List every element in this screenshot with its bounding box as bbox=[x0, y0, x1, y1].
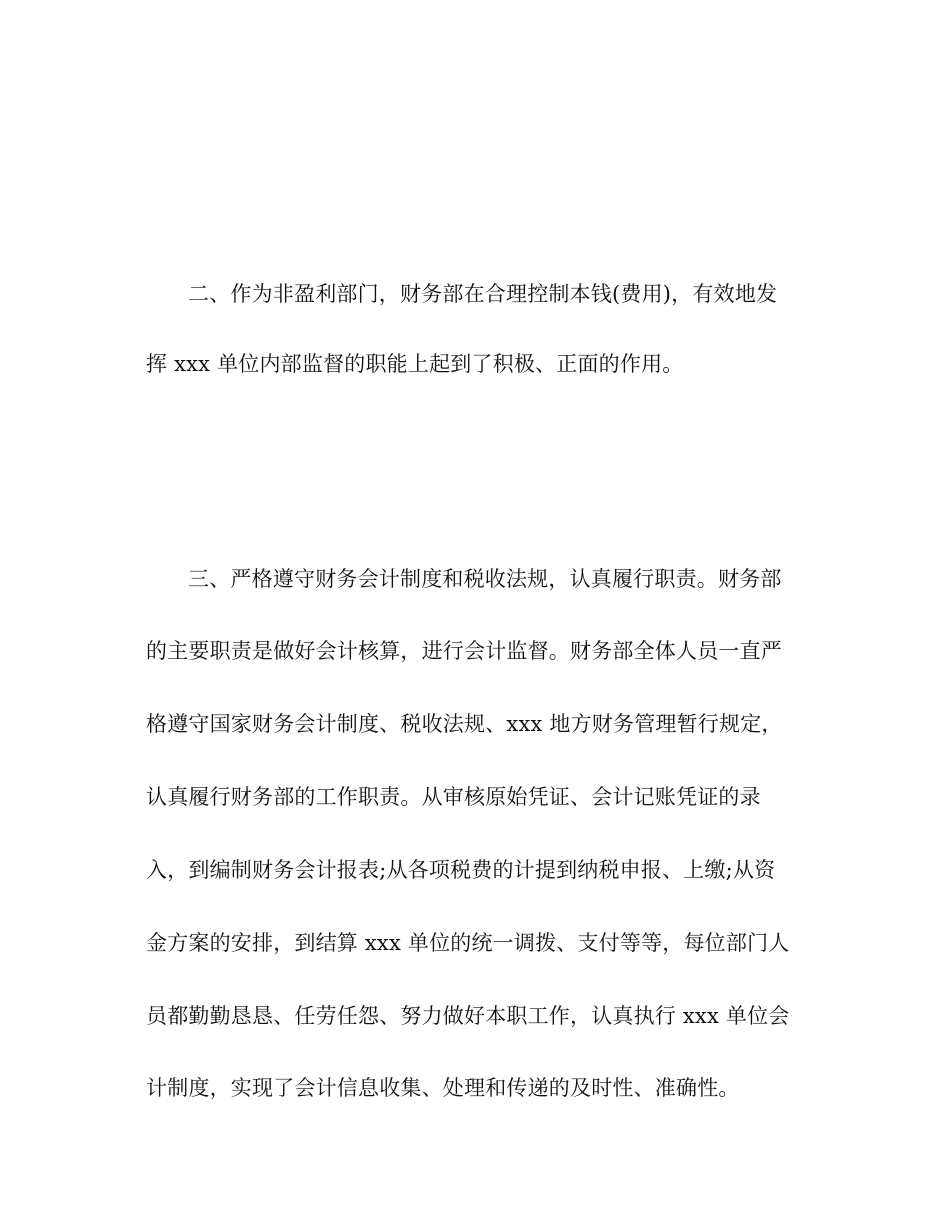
paragraph-line: 员都勤勤恳恳、任劳任怨、努力做好本职工作，认真执行 xxx 单位会 bbox=[146, 1004, 790, 1028]
paragraph-line: 格遵守国家财务会计制度、税收法规、xxx 地方财务管理暂行规定， bbox=[146, 712, 783, 736]
paragraph-line: 三、严格遵守财务会计制度和税收法规，认真履行职责。财务部 bbox=[188, 567, 782, 591]
paragraph-line: 挥 xxx 单位内部监督的职能上起到了积极、正面的作用。 bbox=[146, 352, 684, 376]
paragraph-line: 二、作为非盈利部门，财务部在合理控制本钱(费用)，有效地发 bbox=[188, 282, 778, 306]
paragraph-line: 金方案的安排，到结算 xxx 单位的统一调拨、支付等等，每位部门人 bbox=[146, 931, 790, 955]
paragraph-line: 入，到编制财务会计报表;从各项税费的计提到纳税申报、上缴;从资 bbox=[146, 858, 776, 882]
paragraph-line: 认真履行财务部的工作职责。从审核原始凭证、会计记账凭证的录 bbox=[146, 785, 761, 809]
paragraph-line: 计制度，实现了会计信息收集、处理和传递的及时性、准确性。 bbox=[146, 1076, 740, 1100]
paragraph-line: 的主要职责是做好会计核算，进行会计监督。财务部全体人员一直严 bbox=[146, 639, 782, 663]
